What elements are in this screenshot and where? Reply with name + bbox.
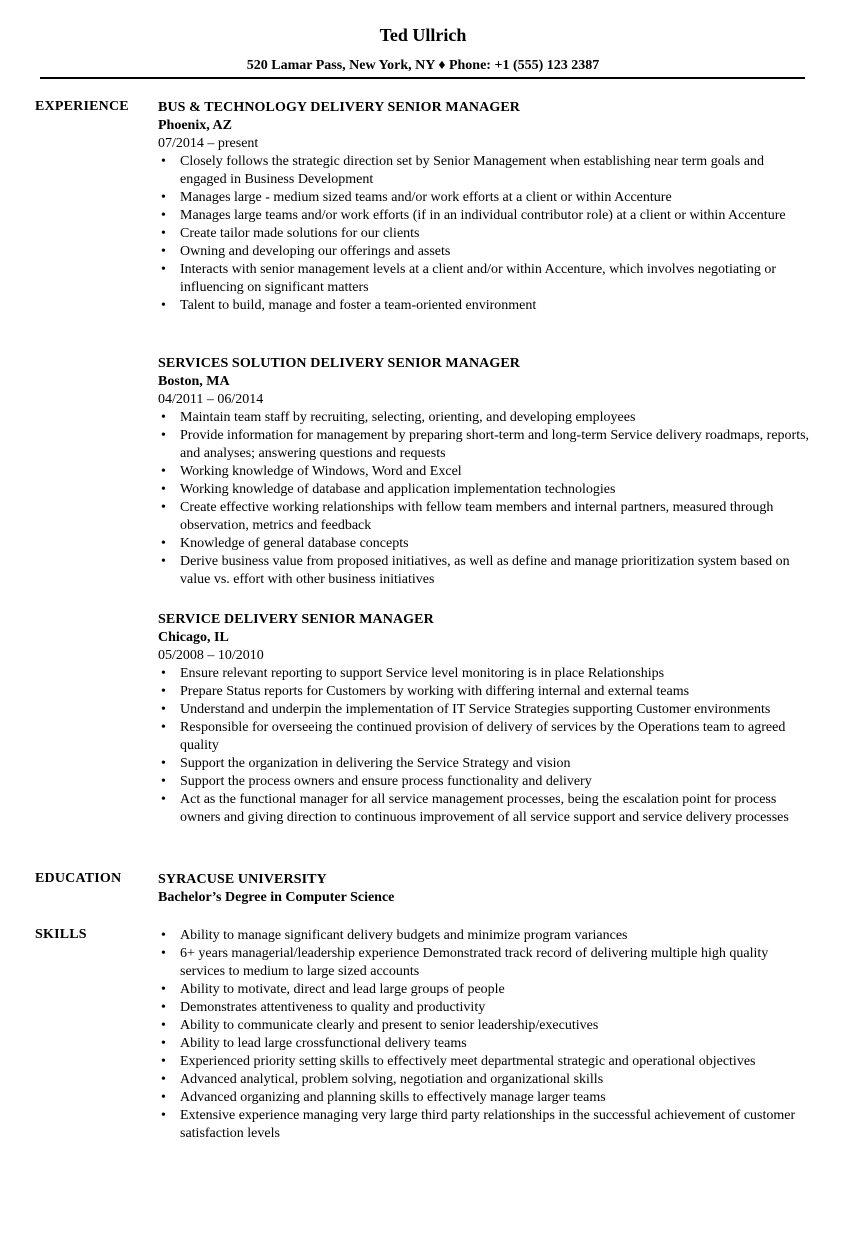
job-title: SERVICE DELIVERY SENIOR MANAGER xyxy=(158,612,434,627)
job-bullet-list xyxy=(158,665,813,827)
job-dates: 07/2014 – present xyxy=(158,136,259,151)
section-label-experience: EXPERIENCE xyxy=(35,99,129,114)
job-title: SERVICES SOLUTION DELIVERY SENIOR MANAGER xyxy=(158,356,521,371)
section-label-education: EDUCATION xyxy=(35,871,122,886)
job-entry xyxy=(158,99,813,315)
job-bullet: • Knowledge of general database concepts xyxy=(158,535,813,553)
skill-item: • Demonstrates attentiveness to quality and productivity xyxy=(158,999,813,1017)
education-entry xyxy=(158,871,813,907)
skill-item: • Ability to manage significant delivery budgets and minimize program variances xyxy=(158,927,813,945)
contact-line: 520 Lamar Pass, New York, NY ♦ Phone: +1 (555) 123 2387 xyxy=(246,58,600,73)
job-bullet: • Prepare Status reports for Customers by working with differing internal and external teams xyxy=(158,683,813,701)
degree: Bachelor’s Degree in Computer Science xyxy=(158,890,395,905)
skill-item: • Ability to lead large crossfunctional delivery teams xyxy=(158,1035,813,1053)
job-location: Phoenix, AZ xyxy=(158,118,232,133)
section-label-skills: SKILLS xyxy=(35,927,87,942)
skill-item: • Advanced organizing and planning skills to effectively manage larger teams xyxy=(158,1089,813,1107)
job-bullet: • Closely follows the strategic direction set by Senior Management when establishing near term goals and engaged in Business Development xyxy=(158,153,813,189)
job-bullet: • Manages large - medium sized teams and/or work efforts at a client or within Accenture xyxy=(158,189,813,207)
job-bullet-list xyxy=(158,409,813,589)
job-title: BUS & TECHNOLOGY DELIVERY SENIOR MANAGER xyxy=(158,100,520,115)
job-bullet: • Act as the functional manager for all service management processes, being the escalation point for process owners and giving direction to continuous improvement of all service support and service delivery processes xyxy=(158,791,813,827)
job-dates: 05/2008 – 10/2010 xyxy=(158,648,264,663)
job-entry xyxy=(158,355,813,589)
job-bullet: • Create tailor made solutions for our clients xyxy=(158,225,813,243)
skill-item: • Ability to communicate clearly and present to senior leadership/executives xyxy=(158,1017,813,1035)
job-bullet: • Working knowledge of database and application implementation technologies xyxy=(158,481,813,499)
job-bullet: • Manages large teams and/or work efforts (if in an individual contributor role) at a client or within Accenture xyxy=(158,207,813,225)
job-bullet: • Provide information for management by preparing short-term and long-term Service delivery roadmaps, reports, and analyses; answering questions and requests xyxy=(158,427,813,463)
job-bullet: • Create effective working relationships with fellow team members and internal partners, measured through observation, metrics and feedback xyxy=(158,499,813,535)
skill-item: • Extensive experience managing very large third party relationships in the successful achievement of customer satisfaction levels xyxy=(158,1107,813,1143)
job-bullet: • Talent to build, manage and foster a team-oriented environment xyxy=(158,297,813,315)
skill-item: • Experienced priority setting skills to effectively meet departmental strategic and operational objectives xyxy=(158,1053,813,1071)
job-bullet: • Working knowledge of Windows, Word and Excel xyxy=(158,463,813,481)
job-bullet: • Interacts with senior management levels at a client and/or within Accenture, which involves negotiating or influencing on significant matters xyxy=(158,261,813,297)
job-bullet-list xyxy=(158,153,813,315)
job-bullet: • Responsible for overseeing the continued provision of delivery of services by the Operations team to agreed quality xyxy=(158,719,813,755)
skills-entry xyxy=(158,927,813,1143)
skill-item: • 6+ years managerial/leadership experience Demonstrated track record of delivering multiple high quality services to medium to large sized accounts xyxy=(158,945,813,981)
job-location: Boston, MA xyxy=(158,374,230,389)
job-location: Chicago, IL xyxy=(158,630,229,645)
school-name: SYRACUSE UNIVERSITY xyxy=(158,872,327,887)
skill-item: • Advanced analytical, problem solving, negotiation and organizational skills xyxy=(158,1071,813,1089)
job-bullet: • Support the organization in delivering the Service Strategy and vision xyxy=(158,755,813,773)
job-bullet: • Derive business value from proposed initiatives, as well as define and manage prioritization system based on value vs. effort with other business initiatives xyxy=(158,553,813,589)
skill-item: • Ability to motivate, direct and lead large groups of people xyxy=(158,981,813,999)
job-bullet: • Understand and underpin the implementation of IT Service Strategies supporting Customer environments xyxy=(158,701,813,719)
job-bullet: • Ensure relevant reporting to support Service level monitoring is in place Relationships xyxy=(158,665,813,683)
job-bullet: • Support the process owners and ensure process functionality and delivery xyxy=(158,773,813,791)
job-dates: 04/2011 – 06/2014 xyxy=(158,392,264,407)
skills-list xyxy=(158,927,813,1143)
job-bullet: • Owning and developing our offerings and assets xyxy=(158,243,813,261)
job-entry xyxy=(158,611,813,827)
candidate-name: Ted Ullrich xyxy=(379,25,467,45)
header-divider xyxy=(40,77,805,79)
job-bullet: • Maintain team staff by recruiting, selecting, orienting, and developing employees xyxy=(158,409,813,427)
